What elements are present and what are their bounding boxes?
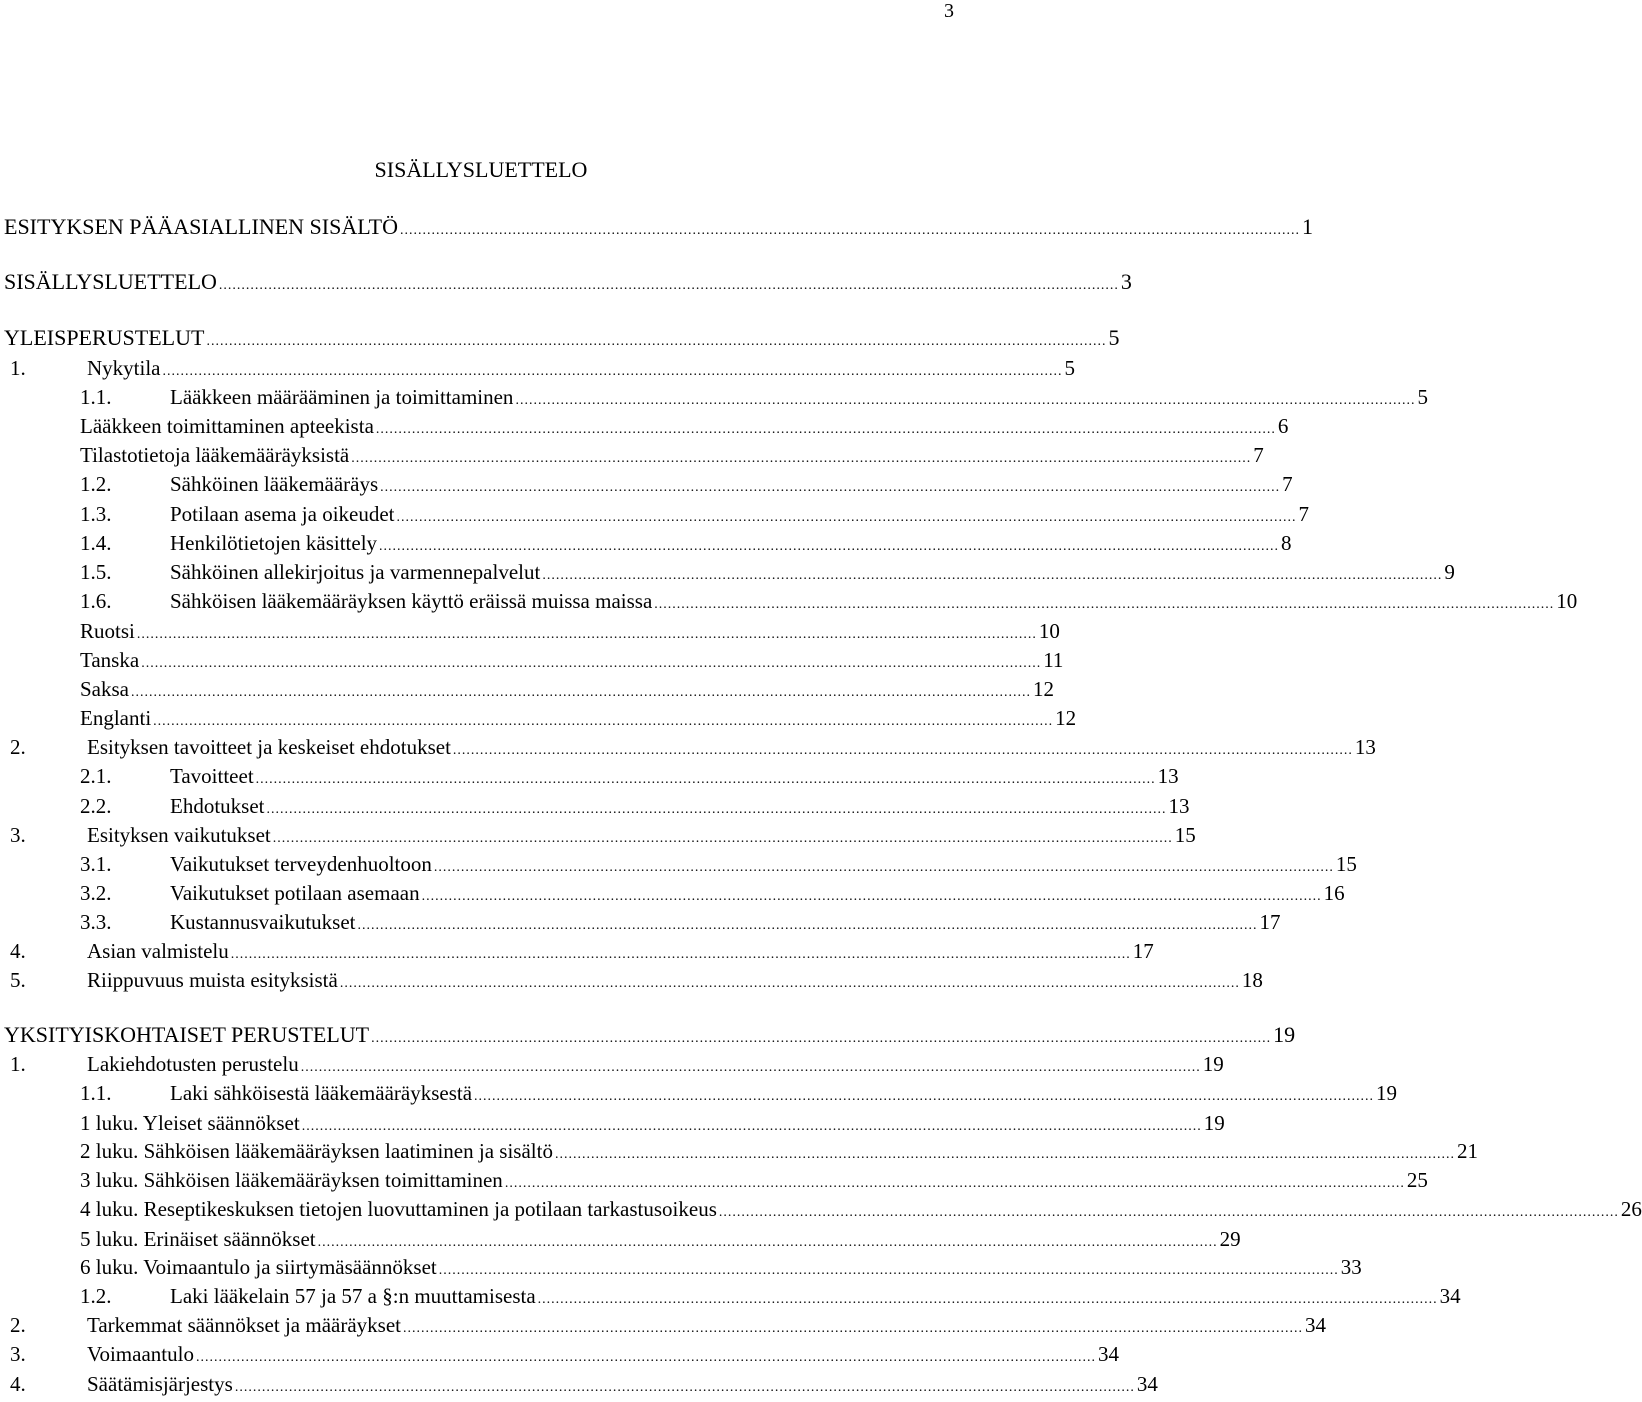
toc-entry-page: 12	[1033, 677, 1054, 701]
dot-leader: ........................................................................................................................................................................................................	[380, 480, 1281, 495]
toc-entry[interactable]	[80, 762, 1179, 790]
toc-entry[interactable]	[80, 1109, 1225, 1137]
toc-entry[interactable]	[80, 908, 1281, 936]
toc-entry[interactable]	[10, 733, 1376, 761]
toc-entry-page: 6	[1277, 414, 1289, 438]
dot-leader: ........................................................................................................................................................................................................	[438, 1263, 1339, 1278]
toc-entry-title: Riippuvuus muista esityksistä	[87, 968, 338, 992]
toc-entry-title: Ruotsi	[80, 619, 135, 643]
toc-entry-number: 3.3.	[80, 910, 112, 934]
dot-leader: ........................................................................................................................................................................................................	[162, 364, 1063, 379]
toc-heading-text: SISÄLLYSLUETTELO	[374, 157, 588, 182]
dot-leader: ........................................................................................................................................................................................................	[403, 1321, 1303, 1336]
dot-leader: ........................................................................................................................................................................................................	[141, 656, 1042, 671]
toc-entry-page: 3	[1120, 269, 1132, 294]
toc-entry[interactable]	[80, 617, 1060, 645]
toc-entry-page: 1	[1301, 214, 1313, 239]
toc-entry-title: Nykytila	[87, 356, 161, 380]
toc-entry-page: 34	[1136, 1372, 1158, 1396]
toc-entry-title: Henkilötietojen käsittely	[170, 531, 378, 555]
toc-entry-page: 21	[1456, 1139, 1478, 1163]
dot-leader: ........................................................................................................................................................................................................	[300, 1060, 1201, 1075]
toc-entry-number: 2.1.	[80, 764, 112, 788]
toc-entry-page: 19	[1203, 1111, 1225, 1135]
toc-entry-page: 7	[1282, 472, 1293, 496]
dot-leader: ........................................................................................................................................................................................................	[654, 597, 1555, 612]
toc-entry[interactable]	[80, 441, 1264, 469]
dot-leader: ........................................................................................................................................................................................................	[474, 1089, 1375, 1104]
toc-entry-page: 7	[1253, 443, 1264, 467]
toc-entry-page: 10	[1556, 589, 1578, 613]
toc-entry-page: 29	[1219, 1227, 1241, 1251]
toc-entry-page: 33	[1340, 1255, 1362, 1279]
dot-leader: ........................................................................................................................................................................................................	[452, 743, 1353, 758]
toc-entry-page: 18	[1241, 968, 1263, 992]
toc-entry-number: 1.2.	[80, 1284, 112, 1308]
toc-entry-number: 2.2.	[80, 794, 112, 818]
toc-entry-number: 3.	[10, 823, 26, 847]
toc-entry[interactable]	[80, 646, 1064, 674]
toc-entry-number: 3.1.	[80, 852, 112, 876]
toc-entry-title: Vaikutukset terveydenhuoltoon	[170, 852, 432, 876]
dot-leader: ........................................................................................................................................................................................................	[131, 685, 1031, 700]
toc-entry-title: 3 luku. Sähköisen lääkemääräyksen toimittaminen	[80, 1168, 503, 1192]
toc-entry[interactable]	[80, 1166, 1428, 1194]
toc-entry-number: 3.	[10, 1342, 26, 1366]
toc-entry[interactable]	[80, 383, 1428, 411]
toc-entry[interactable]	[80, 1079, 1398, 1107]
toc-entry[interactable]	[10, 966, 1263, 994]
toc-entry-title: Sähköisen lääkemääräyksen käyttö eräissä muissa maissa	[170, 589, 653, 613]
toc-entry-page: 19	[1202, 1052, 1224, 1076]
toc-entry-title: Asian valmistelu	[87, 939, 229, 963]
toc-entry-title: SISÄLLYSLUETTELO	[4, 269, 217, 294]
toc-entry[interactable]	[80, 704, 1077, 732]
dot-leader: ........................................................................................................................................................................................................	[230, 947, 1131, 962]
toc-entry-page: 9	[1444, 560, 1455, 584]
toc-entry-title: Laki sähköisestä lääkemääräyksestä	[170, 1081, 473, 1105]
toc-entry-number: 3.2.	[80, 881, 112, 905]
toc-entry-title: Tavoitteet	[170, 764, 254, 788]
toc-entry[interactable]	[80, 1225, 1241, 1253]
toc-entry[interactable]	[4, 1021, 1296, 1049]
toc-entry-page: 12	[1055, 706, 1077, 730]
toc-entry[interactable]	[4, 268, 1132, 296]
dot-leader: ........................................................................................................................................................................................................	[206, 334, 1107, 349]
toc-entry-number: 4.	[10, 1372, 26, 1396]
toc-entry[interactable]	[10, 354, 1075, 382]
dot-leader: ........................................................................................................................................................................................................	[195, 1350, 1096, 1365]
page-number: 3	[944, 0, 954, 22]
toc-entry-title: Potilaan asema ja oikeudet	[170, 502, 395, 526]
toc-entry-title: Laki lääkelain 57 ja 57 a §:n muuttamisesta	[170, 1284, 536, 1308]
toc-entry-page: 15	[1335, 852, 1357, 876]
toc-entry[interactable]	[10, 1370, 1158, 1398]
toc-entry-number: 2.	[10, 1313, 26, 1337]
dot-leader: ........................................................................................................................................................................................................	[433, 860, 1334, 875]
toc-entry-title: Lakiehdotusten perustelu	[87, 1052, 299, 1076]
toc-entry[interactable]	[80, 1195, 1642, 1223]
toc-entry-title: Sähköinen allekirjoitus ja varmennepalvelut	[170, 560, 541, 584]
toc-entry-number: 1.	[10, 1052, 26, 1076]
toc-entry-title: ESITYKSEN PÄÄASIALLINEN SISÄLTÖ	[4, 214, 398, 239]
dot-leader: ........................................................................................................................................................................................................	[339, 976, 1240, 991]
toc-entry[interactable]	[80, 792, 1190, 820]
toc-entry[interactable]	[80, 412, 1289, 440]
toc-entry-title: 1 luku. Yleiset säännökset	[80, 1111, 300, 1135]
toc-entry-title: 6 luku. Voimaantulo ja siirtymäsäännökset	[80, 1255, 437, 1279]
toc-entry-title: Voimaantulo	[87, 1342, 194, 1366]
toc-entry[interactable]	[80, 1282, 1461, 1310]
toc-entry-page: 34	[1097, 1342, 1119, 1366]
toc-entry-title: 4 luku. Reseptikeskuksen tietojen luovuttaminen ja potilaan tarkastusoikeus	[80, 1197, 717, 1221]
dot-leader: ........................................................................................................................................................................................................	[301, 1119, 1202, 1134]
toc-entry-page: 8	[1281, 531, 1292, 555]
toc-entry-title: YKSITYISKOHTAISET PERUSTELUT	[4, 1022, 370, 1047]
toc-entry-number: 1.	[10, 356, 26, 380]
toc-entry[interactable]	[80, 675, 1054, 703]
dot-leader: ........................................................................................................................................................................................................	[317, 1235, 1218, 1250]
toc-entry[interactable]	[80, 879, 1345, 907]
toc-entry[interactable]	[80, 1253, 1362, 1281]
dot-leader: ........................................................................................................................................................................................................	[136, 627, 1037, 642]
toc-entry-title: Tarkemmat säännökset ja määräykset	[87, 1313, 401, 1337]
toc-entry-page: 5	[1417, 385, 1428, 409]
dot-leader: ........................................................................................................................................................................................................	[357, 918, 1258, 933]
toc-entry-page: 25	[1406, 1168, 1428, 1192]
dot-leader: ........................................................................................................................................................................................................	[504, 1176, 1405, 1191]
toc-entry-title: Kustannusvaikutukset	[170, 910, 356, 934]
toc-entry-title: Lääkkeen määrääminen ja toimittaminen	[170, 385, 514, 409]
toc-entry[interactable]	[80, 558, 1455, 586]
toc-entry-title: Tanska	[80, 648, 140, 672]
toc-entry-number: 5.	[10, 968, 26, 992]
toc-entry-page: 34	[1439, 1284, 1461, 1308]
toc-entry-page: 19	[1273, 1022, 1296, 1047]
toc-entry-number: 1.4.	[80, 531, 112, 555]
toc-entry[interactable]	[80, 529, 1292, 557]
toc-entry-page: 7	[1298, 502, 1310, 526]
toc-entry[interactable]	[80, 587, 1578, 615]
toc-entry-title: Saksa	[80, 677, 129, 701]
toc-entry-page: 5	[1064, 356, 1075, 380]
toc-entry-page: 19	[1376, 1081, 1398, 1105]
toc-entry[interactable]	[80, 470, 1293, 498]
dot-leader: ........................................................................................................................................................................................................	[379, 539, 1280, 554]
toc-entry[interactable]	[10, 1340, 1119, 1368]
toc-entry-number: 1.2.	[80, 472, 112, 496]
toc-entry-number: 1.5.	[80, 560, 112, 584]
dot-leader: ........................................................................................................................................................................................................	[542, 568, 1443, 583]
toc-entry-title: Englanti	[80, 706, 152, 730]
toc-entry-title: Lääkkeen toimittaminen apteekista	[80, 414, 374, 438]
toc-entry-page: 13	[1157, 764, 1179, 788]
dot-leader: ........................................................................................................................................................................................................	[153, 714, 1054, 729]
toc-entry[interactable]	[10, 1311, 1326, 1339]
toc-entry[interactable]	[4, 324, 1120, 352]
toc-entry-page: 17	[1259, 910, 1281, 934]
toc-entry-title: Tilastotietoja lääkemääräyksistä	[80, 443, 350, 467]
toc-entry-title: 5 luku. Erinäiset säännökset	[80, 1227, 316, 1251]
toc-entry-number: 1.6.	[80, 589, 112, 613]
dot-leader: ........................................................................................................................................................................................................	[396, 510, 1297, 525]
dot-leader: ........................................................................................................................................................................................................	[255, 772, 1156, 787]
dot-leader: ........................................................................................................................................................................................................	[234, 1380, 1135, 1395]
dot-leader: ........................................................................................................................................................................................................	[266, 802, 1167, 817]
dot-leader: ........................................................................................................................................................................................................	[351, 451, 1252, 466]
toc-entry-page: 17	[1132, 939, 1154, 963]
dot-leader: ........................................................................................................................................................................................................	[718, 1205, 1619, 1220]
toc-entry-number: 1.3.	[80, 502, 112, 526]
toc-entry[interactable]	[4, 213, 1313, 241]
toc-entry-title: 2 luku. Sähköisen lääkemääräyksen laatiminen ja sisältö	[80, 1139, 553, 1163]
toc-entry[interactable]	[80, 850, 1357, 878]
toc-entry-page: 34	[1305, 1313, 1326, 1337]
dot-leader: ........................................................................................................................................................................................................	[554, 1147, 1455, 1162]
toc-entry[interactable]	[80, 500, 1310, 528]
toc-entry-page: 15	[1174, 823, 1196, 847]
dot-leader: ........................................................................................................................................................................................................	[421, 889, 1322, 904]
toc-entry-page: 16	[1323, 881, 1345, 905]
dot-leader: ........................................................................................................................................................................................................	[272, 831, 1173, 846]
dot-leader: ........................................................................................................................................................................................................	[218, 278, 1119, 293]
toc-entry[interactable]	[80, 1137, 1478, 1165]
dot-leader: ........................................................................................................................................................................................................	[371, 1031, 1272, 1046]
toc-entry-number: 2.	[10, 735, 26, 759]
toc-entry-title: Säätämisjärjestys	[87, 1372, 233, 1396]
toc-entry-page: 13	[1354, 735, 1376, 759]
toc-entry-title: Esityksen vaikutukset	[87, 823, 271, 847]
toc-entry-number: 1.1.	[80, 385, 112, 409]
toc-entry-number: 4.	[10, 939, 26, 963]
toc-entry-title: YLEISPERUSTELUT	[4, 325, 205, 350]
toc-entry-page: 5	[1108, 325, 1120, 350]
toc-entry-title: Esityksen tavoitteet ja keskeiset ehdotukset	[87, 735, 451, 759]
toc-entry-title: Vaikutukset potilaan asemaan	[170, 881, 420, 905]
toc-entry-page: 10	[1038, 619, 1060, 643]
toc-entry-page: 13	[1168, 794, 1190, 818]
dot-leader: ........................................................................................................................................................................................................	[537, 1292, 1438, 1307]
toc-entry[interactable]	[10, 937, 1154, 965]
toc-entry-title: Sähköinen lääkemääräys	[170, 472, 379, 496]
toc-entry-number: 1.1.	[80, 1081, 112, 1105]
toc-entry-title: Ehdotukset	[170, 794, 265, 818]
dot-leader: ........................................................................................................................................................................................................	[515, 393, 1416, 408]
dot-leader: ........................................................................................................................................................................................................	[375, 422, 1276, 437]
toc-entry[interactable]	[10, 1050, 1224, 1078]
toc-entry[interactable]	[10, 821, 1196, 849]
toc-entry-page: 11	[1043, 648, 1064, 672]
toc-entry-page: 26	[1620, 1197, 1642, 1221]
dot-leader: ........................................................................................................................................................................................................	[399, 223, 1300, 238]
